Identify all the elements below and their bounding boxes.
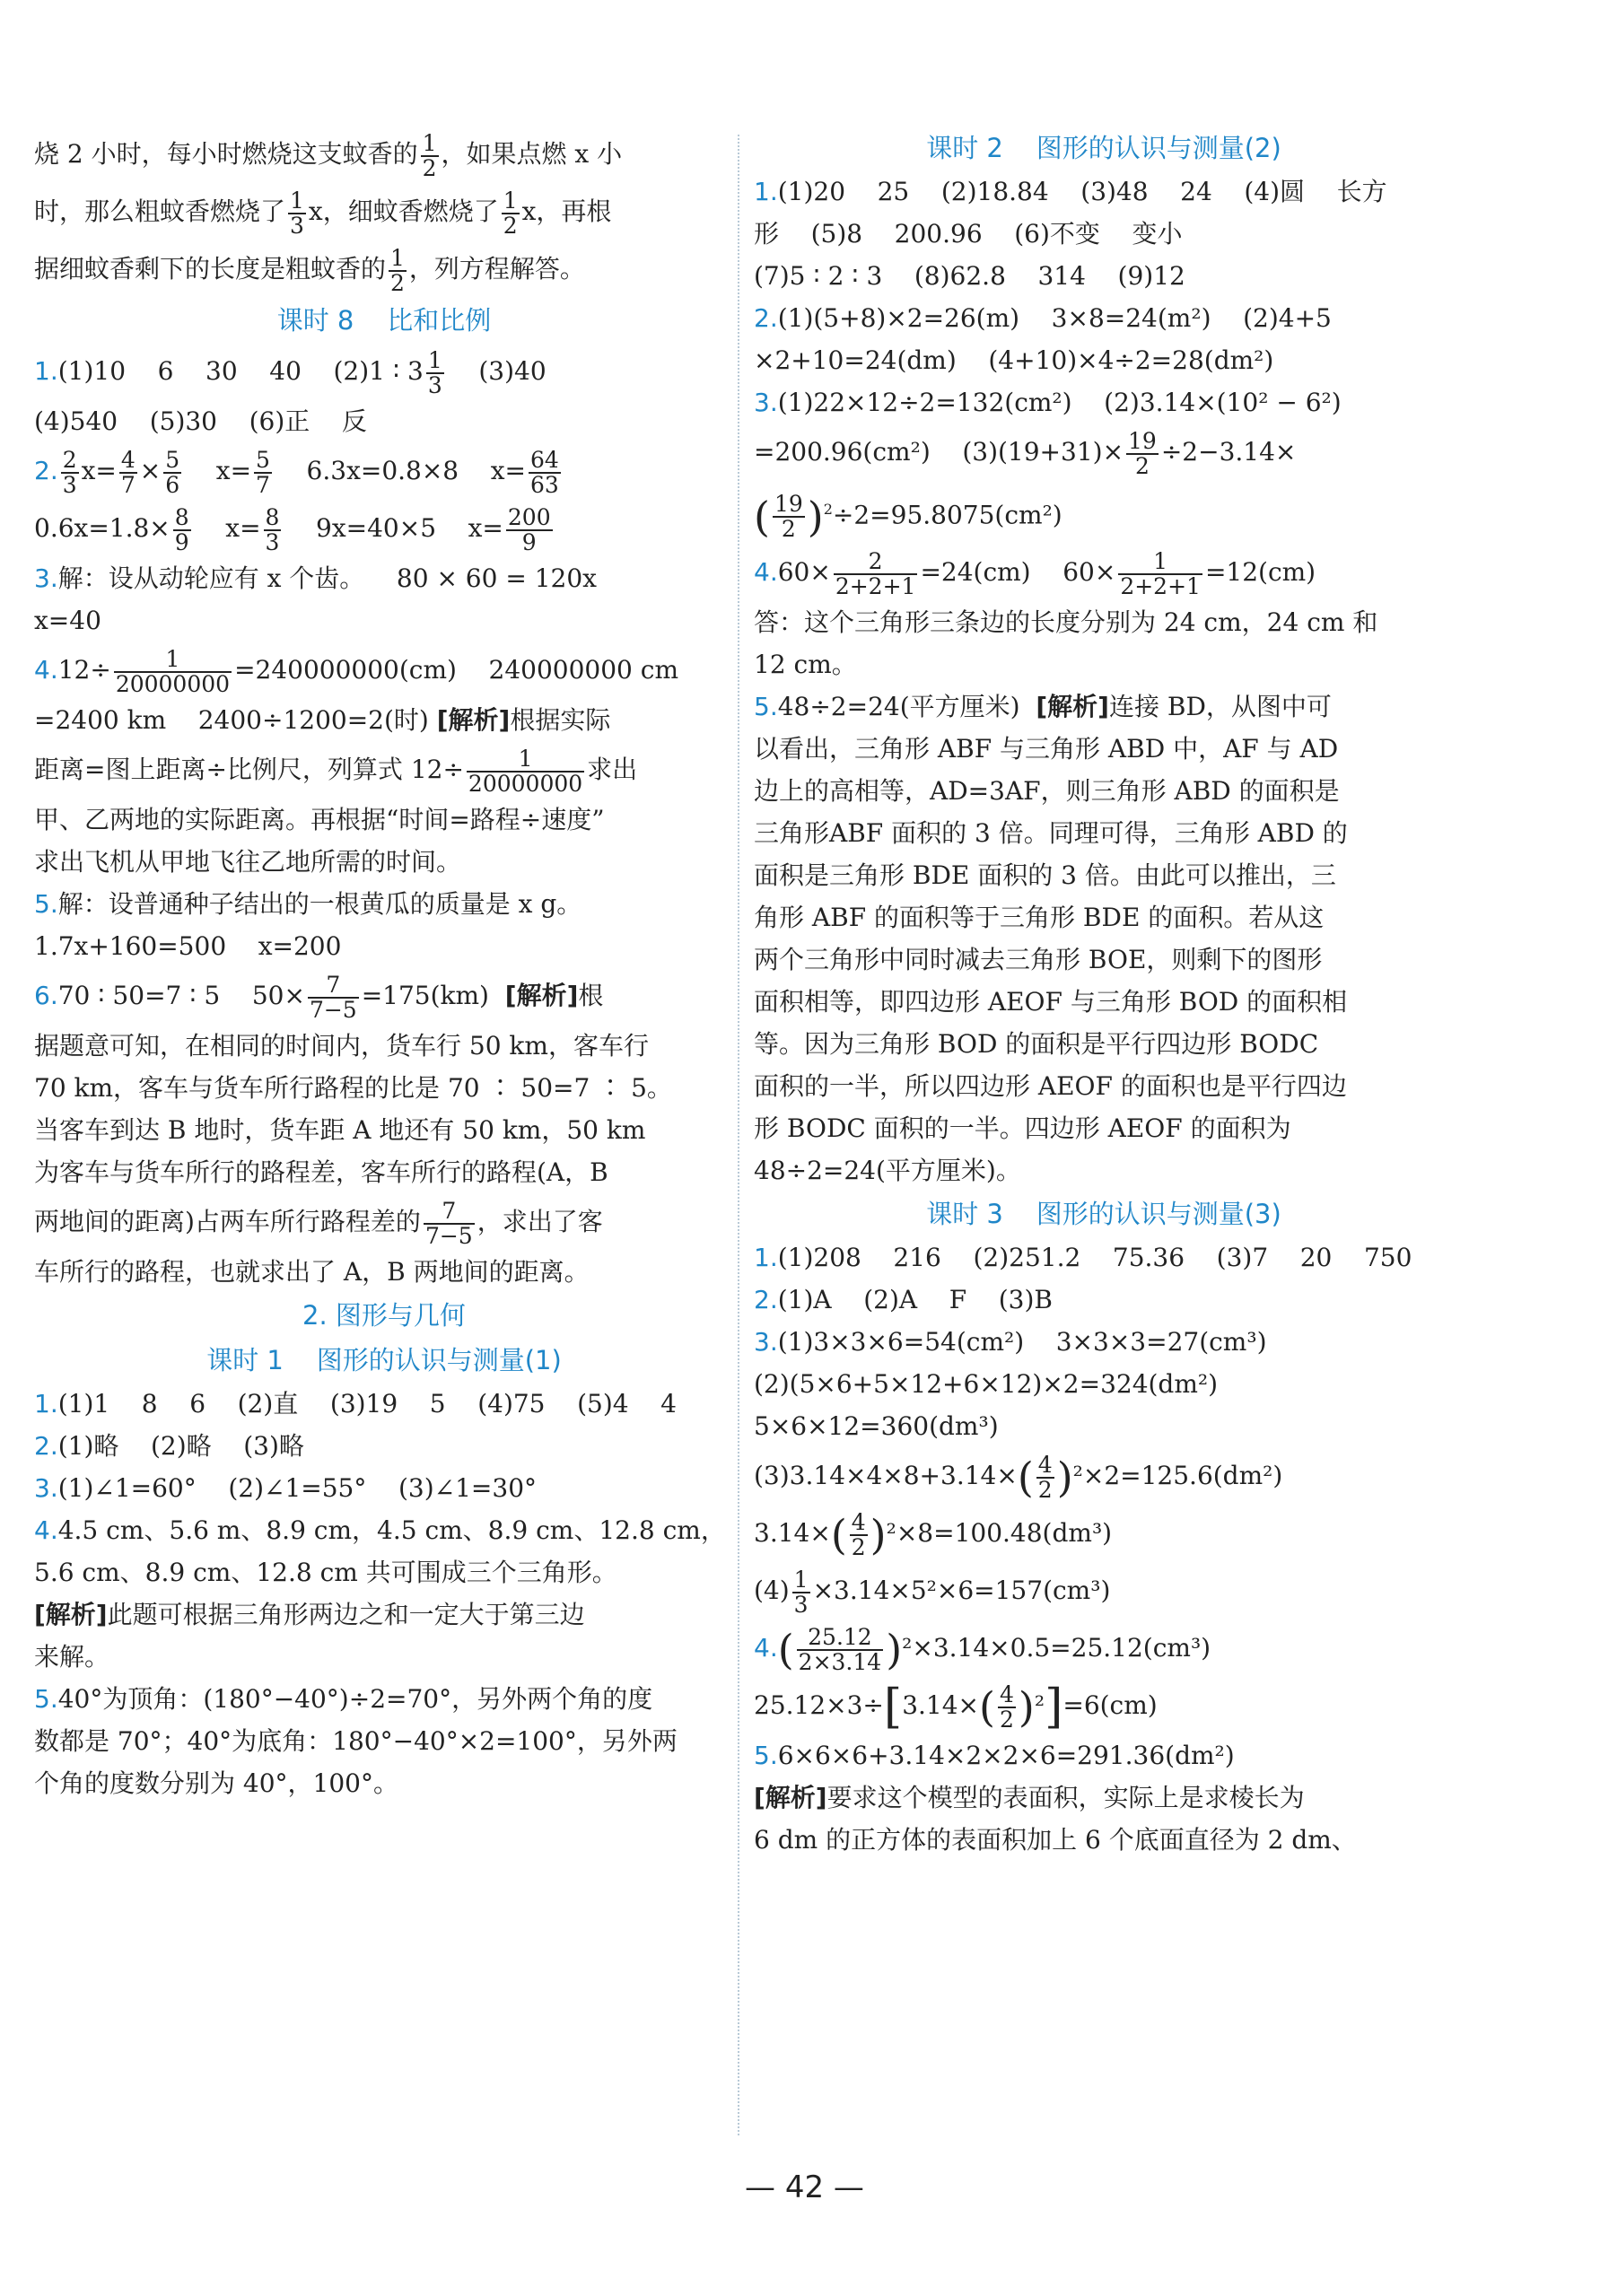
r5-line: 两个三角形中同时减去三角形 BOE，则剩下的图形 (754, 945, 1323, 975)
question-number: 3. (34, 563, 58, 593)
q6-line-1: 6.70 ∶ 50=7 ∶ 5 50× $\frac{7}{7-5}$ =175(km) [解析]根 (34, 971, 604, 1023)
question-number: 4. (754, 1633, 778, 1663)
fraction: $\frac{8}{3}$ (265, 503, 280, 555)
fraction: $\frac{1}{2}$ (422, 129, 437, 181)
q6-line-2: 据题意可知，在相同的时间内，货车行 50 km，客车行 (34, 1031, 649, 1061)
section-heading-lesson-1: 课时 1 图形的认识与测量(1) (206, 1345, 562, 1375)
question-number: 3. (754, 1327, 778, 1358)
q6-line-6: 两地间的距离)占两车所行路程差的 $\frac{7}{7-5}$ ，求出了客 (34, 1197, 603, 1249)
fraction: $\frac{7}{7-5}$ (309, 971, 357, 1023)
column-divider (738, 135, 739, 2135)
fraction: $\frac{4}{2}$ (851, 1508, 866, 1560)
analysis-tag: [解析] (1036, 692, 1109, 722)
s3-line-1: 3.(1)3×3×6=54(cm²) 3×3×3=27(cm³) (754, 1327, 1267, 1358)
r4-line-1: 4.60× $\frac{2}{2+2+1}$ =24(cm) 60× $\frac{1}{2+2+1}$ =12(cm) (754, 547, 1316, 599)
fraction: $\frac{4}{7}$ (120, 446, 136, 498)
s3-line-6: (4) $\frac{1}{3}$ ×3.14×5²×6=157(cm³) (754, 1566, 1111, 1618)
s3-line-2: (2)(5×6+5×12+6×12)×2=324(dm²) (754, 1369, 1219, 1400)
question-number: 1. (34, 1389, 58, 1419)
question-number: 3. (34, 1473, 58, 1503)
analysis-tag: [解析] (436, 705, 511, 735)
q6-line-3: 70 km，客车与货车所行路程的比是 70 ∶ 50=7 ∶ 5。 (34, 1073, 672, 1103)
section-heading-lesson-3: 课时 3 图形的认识与测量(3) (926, 1199, 1281, 1230)
question-number: 1. (754, 1243, 778, 1273)
fraction: $\frac{19}{2}$ (1128, 427, 1157, 479)
analysis-tag: [解析] (754, 1783, 827, 1813)
r5-line: 以看出，三角形 ABF 与三角形 ABD 中，AF 与 AD (754, 734, 1339, 764)
s4-line-2: 25.12×3÷[3.14×( $\frac{4}{2}$ )²]=6(cm) (754, 1680, 1158, 1734)
fraction: $\frac{1}{2}$ (390, 244, 405, 296)
r1-line-3: (7)5 ∶ 2 ∶ 3 (8)62.8 314 (9)12 (754, 261, 1185, 291)
left-column (34, 126, 734, 1804)
g4-line-3: [解析]此题可根据三角形两边之和一定大于第三边 (34, 1600, 585, 1629)
r4-line-3: 12 cm。 (754, 650, 857, 680)
s5-line-3: 6 dm 的正方体的表面积加上 6 个底面直径为 2 dm、 (754, 1825, 1357, 1855)
q1-line-2: (4)540 (5)30 (6)正 反 (34, 406, 367, 436)
analysis-tag: [解析] (504, 981, 579, 1010)
question-number: 5. (34, 889, 58, 919)
q5-line-2: 1.7x+160=500 x=200 (34, 931, 342, 961)
fraction: $\frac{1}{20000000}$ (115, 645, 231, 697)
q4-line-2: =2400 km 2400÷1200=2(时) [解析]根据实际 (34, 705, 611, 735)
section-heading-lesson-2: 课时 2 图形的认识与测量(2) (926, 133, 1281, 163)
intro-line-2: 时，那么粗蚊香燃烧了 $\frac{1}{3}$ x，细蚊香燃烧了 $\frac{1}{2}$ x，再根 (34, 187, 612, 239)
g5-line-2: 数都是 70°；40°为底角：180°−40°×2=100°，另外两 (34, 1726, 678, 1756)
q3-line-1: 3.解：设从动轮应有 x 个齿。 80 × 60 = 120x (34, 563, 597, 593)
r5-line: 48÷2=24(平方厘米)。 (754, 1156, 1021, 1186)
s3-line-5: 3.14×( $\frac{4}{2}$ )²×8=100.48(dm³) (754, 1508, 1113, 1560)
g1-line: 1.(1)1 8 6 (2)直 (3)19 5 (4)75 (5)4 4 (34, 1389, 677, 1419)
r5-line: 面积是三角形 BDE 面积的 3 倍。由此可以推出，三 (754, 860, 1336, 891)
r5-line: 等。因为三角形 BOD 的面积是平行四边形 BODC (754, 1029, 1319, 1060)
r5-line: 形 BODC 面积的一半。四边形 AEOF 的面积为 (754, 1113, 1291, 1144)
r5-line-1: 5.48÷2=24(平方厘米) [解析]连接 BD，从图中可 (754, 692, 1332, 722)
fraction: $\frac{1}{3}$ (793, 1566, 809, 1618)
q4-line-1: 4.12÷ $\frac{1}{20000000}$ =240000000(cm) 240000000 cm (34, 645, 678, 697)
intro-line-1: 烧 2 小时，每小时燃烧这支蚊香的 $\frac{1}{2}$ ，如果点燃 x 小 (34, 129, 623, 181)
g2-line: 2.(1)略 (2)略 (3)略 (34, 1431, 304, 1461)
fraction: $\frac{1}{2+2+1}$ (1120, 547, 1201, 599)
q4-line-5: 求出飞机从甲地飞往乙地所需的时间。 (34, 847, 462, 877)
right-column (754, 126, 1454, 1861)
fraction: $\frac{1}{3}$ (427, 346, 442, 398)
r3-line-3: ( $\frac{19}{2}$ )$^2$÷2=95.8075(cm²) (754, 490, 1062, 542)
r5-line: 面积相等，即四边形 AEOF 与三角形 BOD 的面积相 (754, 987, 1348, 1017)
g4-line-1: 4.4.5 cm、5.6 m、8.9 cm，4.5 cm、8.9 cm、12.8 cm， (34, 1515, 726, 1545)
g4-line-4: 来解。 (34, 1642, 110, 1672)
fraction: $\frac{7}{7-5}$ (424, 1197, 473, 1249)
question-number: 4. (754, 557, 778, 588)
question-number: 2. (754, 1285, 778, 1315)
q6-line-7: 车所行的路程，也就求出了 A，B 两地间的距离。 (34, 1257, 590, 1287)
s2-line: 2.(1)A (2)A F (3)B (754, 1285, 1053, 1315)
r1-line-2: 形 (5)8 200.96 (6)不变 变小 (754, 219, 1183, 249)
g4-line-2: 5.6 cm、8.9 cm、12.8 cm 共可围成三个三角形。 (34, 1558, 617, 1587)
fraction: $\frac{2}{3}$ (62, 446, 77, 498)
fraction: $\frac{1}{20000000}$ (468, 745, 583, 797)
r5-line: 面积的一半，所以四边形 AEOF 的面积也是平行四边 (754, 1071, 1347, 1102)
question-number: 6. (34, 981, 58, 1010)
intro-line-3: 据细蚊香剩下的长度是粗蚊香的 $\frac{1}{2}$ ，列方程解答。 (34, 244, 585, 296)
q2-line-1: 2. $\frac{2}{3}$ x= $\frac{4}{7}$ × $\frac{5}{6}$ x= $\frac{5}{7}$ 6.3x=0.8×8 x= $\frac{64}{63}$ (34, 446, 559, 498)
fraction: $\frac{64}{63}$ (529, 446, 559, 498)
question-number: 1. (754, 177, 778, 206)
r3-line-2: =200.96(cm²) (3)(19+31)× $\frac{19}{2}$ ÷2−3.14× (754, 427, 1297, 479)
fraction: $\frac{1}{3}$ (290, 187, 304, 239)
fraction: $\frac{25.12}{2\times 3.14}$ (798, 1623, 882, 1675)
question-number: 5. (754, 1741, 778, 1771)
g5-line-1: 5.40°为顶角：(180°−40°)÷2=70°，另外两个角的度 (34, 1684, 653, 1714)
fraction: $\frac{5}{7}$ (256, 446, 270, 498)
question-number: 5. (34, 1684, 58, 1714)
fraction: $\frac{2}{2+2+1}$ (835, 547, 916, 599)
fraction: $\frac{19}{2}$ (774, 490, 803, 542)
r4-line-2: 答：这个三角形三条边的长度分别为 24 cm，24 cm 和 (754, 607, 1378, 638)
s4-line-1: 4.( $\frac{25.12}{2\times 3.14}$ )²×3.14×0.5=25.12(cm³) (754, 1623, 1211, 1675)
r5-line: 角形 ABF 的面积等于三角形 BDE 的面积。若从这 (754, 903, 1325, 933)
q4-line-3: 距离=图上距离÷比例尺，列算式 12÷ $\frac{1}{20000000}$ 求出 (34, 745, 638, 797)
question-number: 3. (754, 388, 778, 417)
analysis-tag: [解析] (34, 1600, 108, 1629)
s5-line-1: 5.6×6×6+3.14×2×2×6=291.36(dm²) (754, 1741, 1235, 1771)
fraction: $\frac{200}{9}$ (507, 503, 551, 555)
r2-line-1: 2.(1)(5+8)×2=26(m) 3×8=24(m²) (2)4+5 (754, 303, 1332, 333)
fraction: $\frac{8}{9}$ (174, 503, 189, 555)
question-number: 2. (34, 456, 58, 485)
section-heading-lesson-8: 课时 8 比和比例 (276, 305, 492, 336)
chapter-heading-geometry: 2. 图形与几何 (302, 1300, 466, 1331)
question-number: 1. (34, 356, 58, 386)
fraction: $\frac{4}{2}$ (999, 1681, 1014, 1733)
q2-line-2: 0.6x=1.8× $\frac{8}{9}$ x= $\frac{8}{3}$ 9x=40×5 x= $\frac{200}{9}$ (34, 503, 551, 555)
fraction: $\frac{1}{2}$ (503, 187, 518, 239)
q4-line-4: 甲、乙两地的实际距离。再根据“时间=路程÷速度” (34, 805, 605, 834)
r3-line-1: 3.(1)22×12÷2=132(cm²) (2)3.14×(10² − 6²) (754, 388, 1342, 417)
r5-line: 边上的高相等，AD=3AF，则三角形 ABD 的面积是 (754, 776, 1340, 807)
question-number: 2. (754, 303, 778, 333)
r1-line-1: 1.(1)20 25 (2)18.84 (3)48 24 (4)圆 长方 (754, 177, 1387, 206)
s3-line-4: (3)3.14×4×8+3.14×( $\frac{4}{2}$ )²×2=125.6(dm²) (754, 1451, 1283, 1503)
question-number: 2. (34, 1431, 58, 1461)
q3-line-2: x=40 (34, 606, 101, 635)
q5-line-1: 5.解：设普通种子结出的一根黄瓜的质量是 x g。 (34, 889, 582, 919)
question-number: 5. (754, 692, 778, 722)
s1-line: 1.(1)208 216 (2)251.2 75.36 (3)7 20 750 (754, 1243, 1412, 1273)
q6-line-5: 为客车与货车所行的路程差，客车所行的路程(A，B (34, 1157, 608, 1187)
r2-line-2: ×2+10=24(dm) (4+10)×4÷2=28(dm²) (754, 345, 1274, 375)
question-number: 4. (34, 1515, 58, 1545)
r5-line: 三角形ABF 面积的 3 倍。同理可得，三角形 ABD 的 (754, 818, 1348, 849)
fraction: $\frac{5}{6}$ (165, 446, 180, 498)
page-number: — 42 — (745, 2169, 864, 2205)
q1-line-1: 1.(1)10 6 30 40 (2)1 ∶ 3 $\frac{1}{3}$ (3)40 (34, 346, 547, 398)
g3-line: 3.(1)∠1=60° (2)∠1=55° (3)∠1=30° (34, 1473, 538, 1503)
q6-line-4: 当客车到达 B 地时，货车距 A 地还有 50 km，50 km (34, 1115, 646, 1145)
s3-line-3: 5×6×12=360(dm³) (754, 1411, 999, 1442)
g5-line-3: 个角的度数分别为 40°，100°。 (34, 1768, 398, 1798)
question-number: 4. (34, 655, 58, 685)
fraction: $\frac{4}{2}$ (1037, 1451, 1053, 1503)
s5-line-2: [解析]要求这个模型的表面积，实际上是求棱长为 (754, 1783, 1305, 1813)
